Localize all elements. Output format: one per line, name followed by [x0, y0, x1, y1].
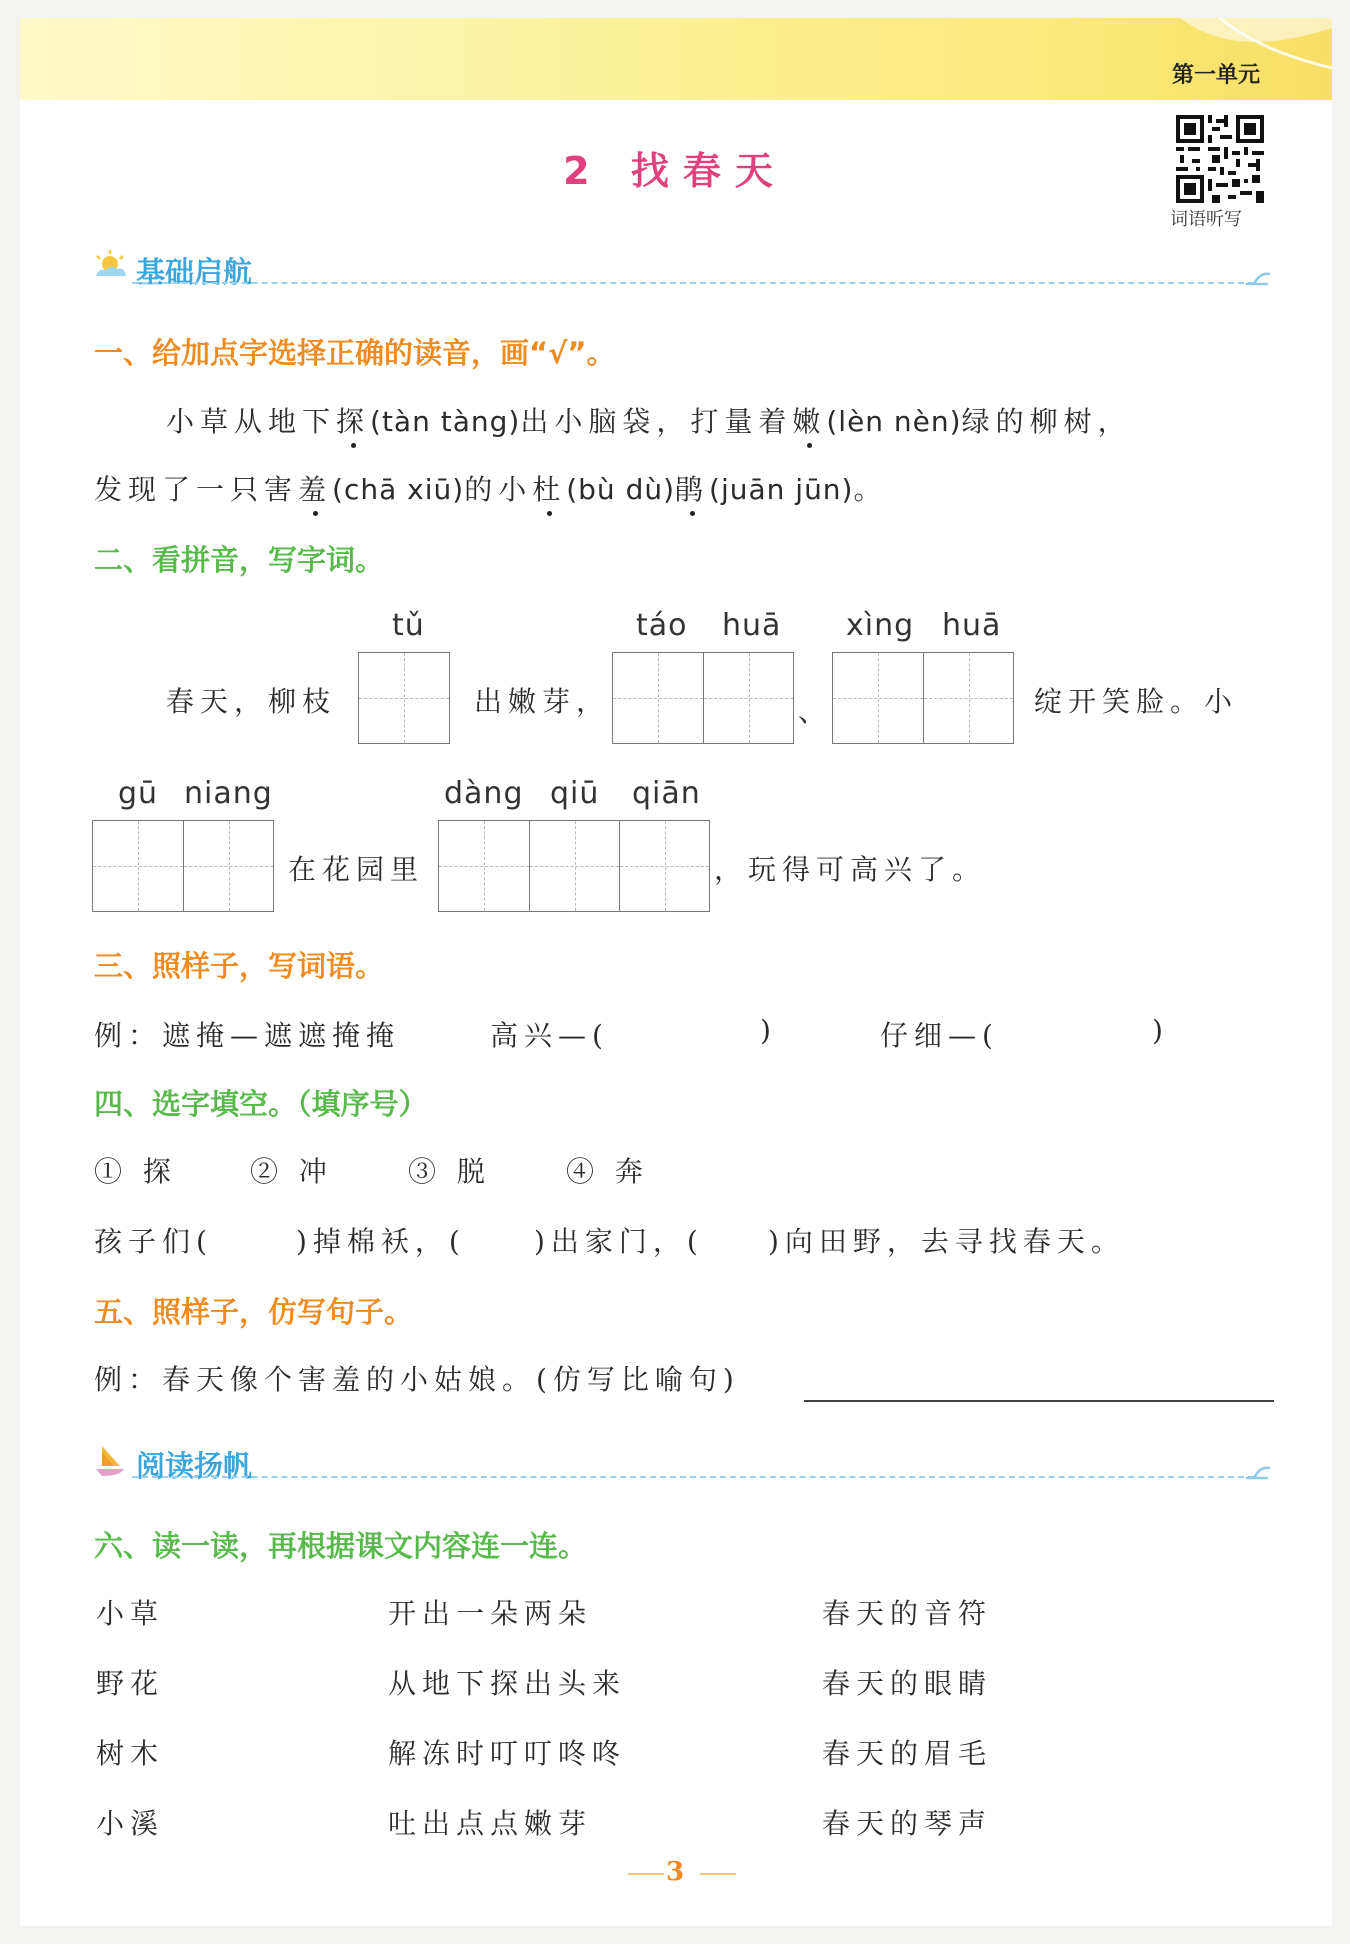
q6-heading: 六、读一读，再根据课文内容连一连。: [94, 1529, 588, 1563]
section-divider: [132, 282, 1254, 284]
pinyin-label: niang: [184, 776, 273, 811]
q1-text: 绿的柳树，: [961, 405, 1132, 438]
q3-item-2: 仔细—(: [880, 1019, 999, 1052]
qr-code-icon: [1176, 115, 1264, 203]
pinyin-label: qiān: [632, 776, 701, 811]
pinyin-options[interactable]: (chā xiū): [332, 473, 465, 506]
q4-option: ③ 脱: [408, 1155, 491, 1188]
writing-cell[interactable]: [923, 653, 1013, 743]
q2-text: 绽开笑脸。小: [1034, 685, 1239, 718]
writing-grid[interactable]: [832, 652, 1014, 744]
q3-item-1: 高兴—(: [490, 1019, 609, 1052]
match-middle-item[interactable]: 从地下探出头来: [388, 1667, 627, 1700]
section-basic-header: [92, 248, 1272, 288]
dotted-char: 杜: [532, 473, 567, 506]
pinyin-label: dàng: [444, 776, 524, 811]
q5-example: 例：春天像个害羞的小姑娘。(仿写比喻句): [94, 1363, 740, 1396]
q3-close-paren: ): [760, 1014, 777, 1047]
pinyin-options[interactable]: (bù dù): [566, 473, 676, 506]
q1-line2: [94, 468, 888, 508]
pinyin-options[interactable]: (juān jūn): [709, 473, 854, 506]
q1-text: 发现了一只害: [94, 473, 299, 506]
pinyin-label: tǔ: [392, 608, 425, 643]
q4-option: ② 冲: [250, 1155, 333, 1188]
unit-label: 第一单元: [1172, 63, 1261, 88]
q2-text: 在花园里: [288, 853, 425, 886]
pinyin-options[interactable]: (lèn nèn): [826, 405, 962, 438]
q1-text: 。: [853, 473, 888, 506]
pinyin-options[interactable]: (tàn tàng): [370, 405, 521, 438]
writing-cell[interactable]: [93, 821, 183, 911]
match-middle-item[interactable]: 解冻时叮叮咚咚: [388, 1737, 627, 1770]
section-basic-title: 基础启航: [136, 255, 253, 289]
q2-text: 春天，柳枝: [166, 685, 337, 718]
page-number-rule: [700, 1873, 736, 1875]
q4-option: ① 探: [94, 1155, 177, 1188]
writing-cell[interactable]: [833, 653, 923, 743]
q1-text: 的小: [464, 473, 533, 506]
match-left-item[interactable]: 小草: [96, 1597, 165, 1630]
dotted-char: 探: [336, 405, 371, 438]
q5-heading: 五、照样子，仿写句子。: [94, 1295, 414, 1329]
writing-cell[interactable]: [359, 653, 449, 743]
q2-text: ，玩得可高兴了。: [714, 853, 987, 886]
sailboat-icon: [92, 1442, 130, 1478]
header-banner: [20, 18, 1332, 100]
q4-option: ④ 奔: [566, 1155, 649, 1188]
q2-heading: 二、看拼音，写字词。: [94, 543, 385, 577]
pinyin-label: huā: [722, 608, 782, 643]
swirl-icon: [1244, 268, 1272, 288]
q4-sentence-1: 孩子们(: [94, 1225, 213, 1258]
section-divider: [132, 1476, 1254, 1478]
dotted-char: 嫩: [792, 405, 827, 438]
q2-text: 出嫩芽，: [474, 685, 611, 718]
match-left-item[interactable]: 小溪: [96, 1807, 165, 1840]
writing-grid[interactable]: [612, 652, 794, 744]
page-number: 3: [665, 1857, 685, 1887]
writing-cell[interactable]: [183, 821, 273, 911]
match-left-item[interactable]: 野花: [96, 1667, 165, 1700]
lesson-title: 2 找春天: [563, 149, 787, 193]
q3-heading: 三、照样子，写词语。: [94, 949, 385, 983]
q1-text: 小草从地下: [166, 405, 337, 438]
writing-grid[interactable]: [438, 820, 710, 912]
writing-grid[interactable]: [92, 820, 274, 912]
swirl-icon: [1244, 1462, 1272, 1482]
writing-cell[interactable]: [439, 821, 529, 911]
sun-cloud-icon: [92, 248, 130, 284]
q1-text: 出小脑袋，打量着: [520, 405, 793, 438]
match-right-item[interactable]: 春天的音符: [822, 1597, 993, 1630]
writing-cell[interactable]: [613, 653, 703, 743]
pinyin-label: xìng: [846, 608, 915, 643]
q2-text: 、: [798, 695, 833, 728]
dotted-char: 羞: [298, 473, 333, 506]
writing-grid[interactable]: [358, 652, 450, 744]
q4-sentence-2: )掉棉袄，(: [296, 1225, 466, 1258]
match-right-item[interactable]: 春天的眉毛: [822, 1737, 993, 1770]
answer-line[interactable]: [804, 1400, 1274, 1402]
section-reading-title: 阅读扬帆: [136, 1449, 253, 1483]
q3-example: 例：遮掩—遮遮掩掩: [94, 1019, 401, 1052]
q3-close-paren: ): [1152, 1014, 1169, 1047]
pinyin-label: qiū: [550, 776, 600, 811]
q4-sentence-3: )出家门，(: [534, 1225, 704, 1258]
match-right-item[interactable]: 春天的琴声: [822, 1807, 993, 1840]
writing-cell[interactable]: [703, 653, 793, 743]
q4-sentence-4: )向田野，去寻找春天。: [768, 1225, 1125, 1258]
q1-heading: 一、给加点字选择正确的读音，画“√”。: [94, 336, 616, 370]
match-left-item[interactable]: 树木: [96, 1737, 165, 1770]
match-middle-item[interactable]: 吐出点点嫩芽: [388, 1807, 593, 1840]
dotted-char: 鹃: [675, 473, 710, 506]
pinyin-label: huā: [942, 608, 1002, 643]
qr-label: 词语听写: [1170, 209, 1242, 230]
q4-heading: 四、选字填空。（填序号）: [94, 1087, 428, 1121]
match-middle-item[interactable]: 开出一朵两朵: [388, 1597, 593, 1630]
match-right-item[interactable]: 春天的眼睛: [822, 1667, 993, 1700]
section-reading-header: [92, 1442, 1272, 1482]
writing-cell[interactable]: [619, 821, 709, 911]
q1-line1: [166, 400, 1132, 440]
writing-cell[interactable]: [529, 821, 619, 911]
pinyin-label: táo: [636, 608, 688, 643]
pinyin-label: gū: [118, 776, 159, 811]
